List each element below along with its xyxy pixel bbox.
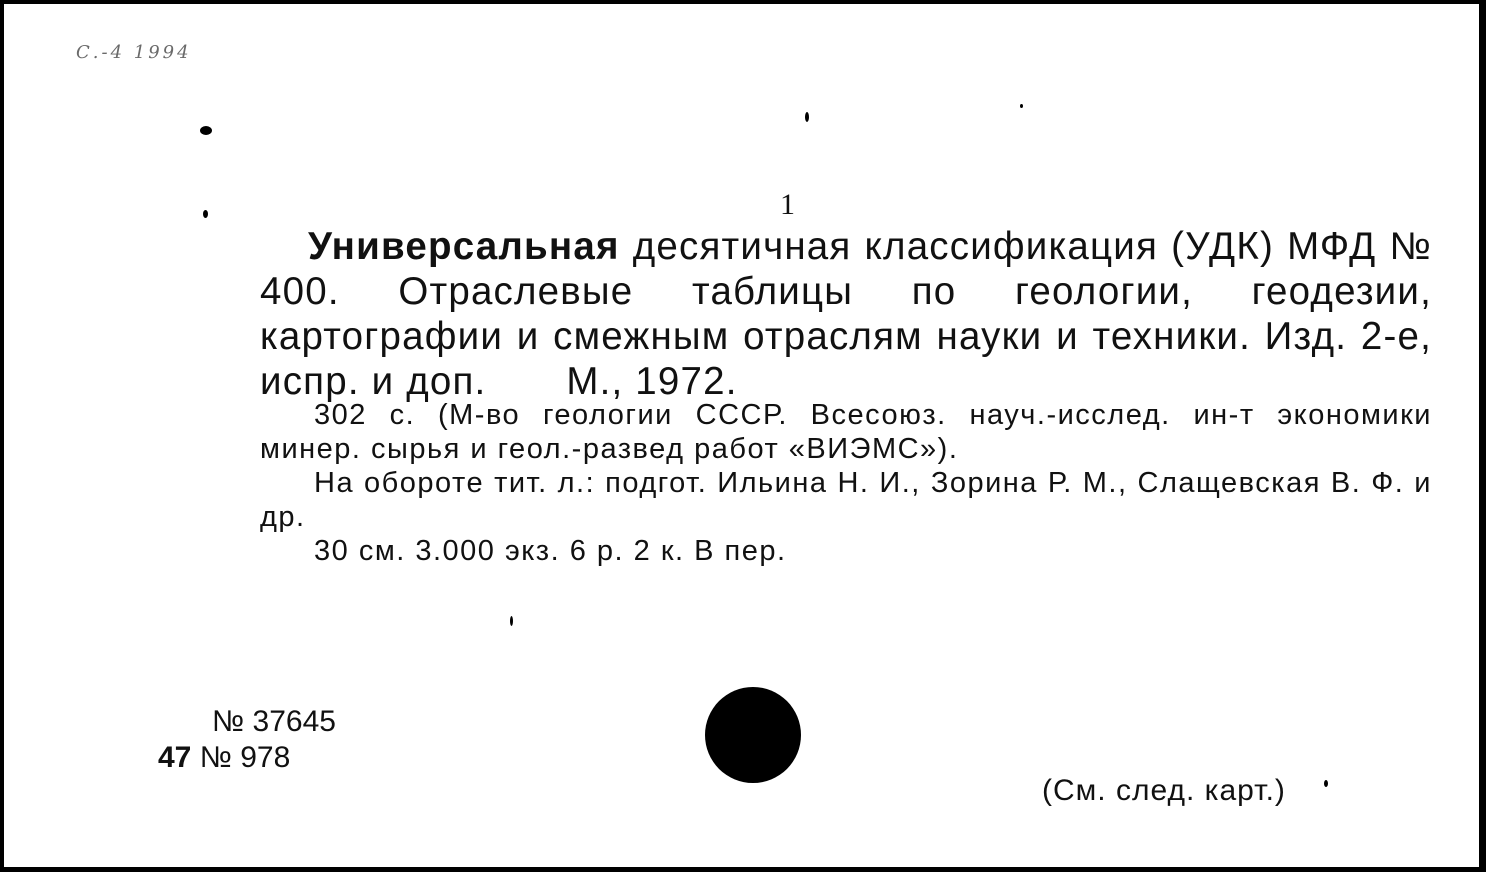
- ink-speck: [200, 126, 212, 135]
- ink-speck: [203, 210, 208, 218]
- ink-speck: [1020, 104, 1023, 108]
- entry-title: десятичная классификация (УДК) МФД № 400. Отраслевые таблицы по геологии, геодезии, картографии и смежным отраслям науки и техники. Изд. 2-е, испр. и доп.: [260, 225, 1432, 403]
- physical-description: 30 см. 3.000 экз. 6 р. 2 к. В пер.: [314, 535, 787, 567]
- verso-note: На обороте тит. л.: подгот. Ильина Н. И., Зорина Р. М., Слащевская В. Ф. и др.: [260, 467, 1432, 533]
- bibliographic-entry: [260, 224, 1432, 404]
- shelf-prefix: 47: [158, 741, 192, 774]
- shelf-number-value: № 978: [199, 741, 291, 774]
- ink-speck: [1324, 780, 1328, 787]
- punch-hole: [705, 687, 801, 783]
- inventory-numbers: [158, 704, 336, 776]
- entry-heading: Универсальная: [308, 225, 620, 268]
- ink-speck: [510, 616, 513, 626]
- continuation-note: (См. след. карт.): [1042, 774, 1286, 807]
- inventory-number: № 37645: [212, 705, 336, 738]
- ink-speck: [805, 112, 809, 122]
- card-number: 1: [780, 188, 795, 221]
- pagination-series-note: 302 с. (М-во геологии СССР. Всесоюз. науч.-исслед. ин-т экономики минер. сырья и геол.-развед работ «ВИЭМС»).: [260, 399, 1432, 465]
- entry-imprint: М., 1972.: [566, 360, 738, 403]
- shelf-number: [158, 740, 336, 776]
- catalog-card: [4, 4, 1479, 867]
- handwritten-note: С.-4 1994: [76, 42, 192, 63]
- collation-block: [260, 398, 1432, 568]
